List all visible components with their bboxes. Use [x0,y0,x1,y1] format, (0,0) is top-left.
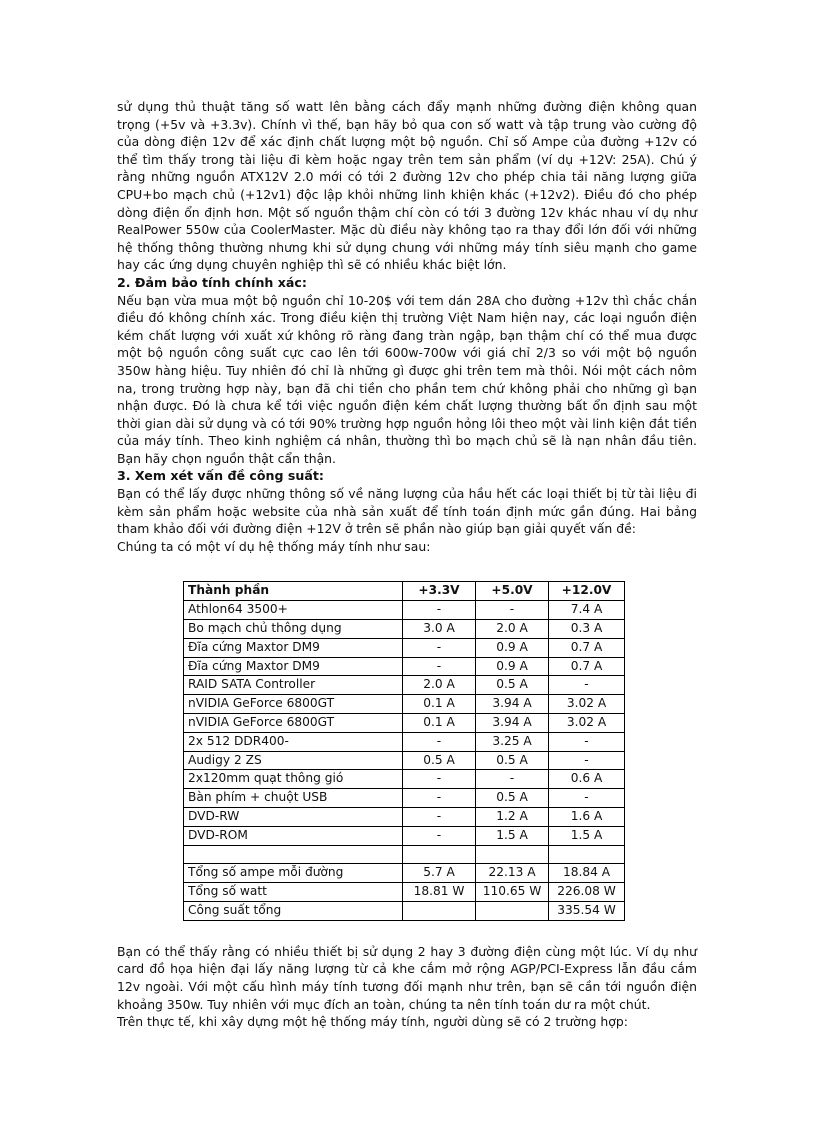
paragraph-summary: Bạn có thể thấy rằng có nhiều thiết bị sử dụng 2 hay 3 đường điện cùng một lúc. Ví dụ như card đồ họa hiện đại lấy năng lượng từ cả khe cắm mở rộng AGP/PCI-Express lẫn đầu cắm 12v ngoài. Với một cấu hình máy tính tương đối mạnh như trên, bạn sẽ cần tới nguồn điện khoảng 350w. Tuy nhiên với mục đích an toàn, chúng ta nên tính toán dư ra một chút. [117,943,697,1012]
value-cell [403,901,476,920]
value-cell: 1.6 A [549,808,625,827]
value-cell [549,845,625,864]
component-cell: DVD-RW [184,808,403,827]
component-cell: Đĩa cứng Maxtor DM9 [184,638,403,657]
paragraph-power: Bạn có thể lấy được những thông số về năng lượng của hầu hết các loại thiết bị từ tài liệu đi kèm sản phẩm hoặc website của nhà sản xuất để tính toán định mức gần đúng. Hai bảng tham khảo đối với đường điện +12V ở trên sẽ phần nào giúp bạn giải quyết vấn đề: [117,486,697,537]
value-cell: 0.6 A [549,770,625,789]
value-cell [476,845,549,864]
value-cell: - [403,789,476,808]
document-page [117,98,697,1031]
component-cell: Công suất tổng [184,901,403,920]
component-cell: 2x 512 DDR400- [184,732,403,751]
header-component: Thành phần [184,582,403,601]
value-cell: 0.1 A [403,695,476,714]
value-cell: 1.5 A [476,826,549,845]
value-cell: 0.9 A [476,657,549,676]
value-cell: 18.81 W [403,883,476,902]
component-cell: RAID SATA Controller [184,676,403,695]
table-row [184,864,625,883]
table-row [184,883,625,902]
value-cell: 0.5 A [476,676,549,695]
value-cell: 5.7 A [403,864,476,883]
table-row [184,770,625,789]
table-row [184,695,625,714]
value-cell: - [549,676,625,695]
component-cell: Bàn phím + chuột USB [184,789,403,808]
paragraph-cases: Trên thực tế, khi xây dựng một hệ thống máy tính, người dùng sẽ có 2 trường hợp: [117,1014,628,1030]
component-cell: nVIDIA GeForce 6800GT [184,714,403,733]
value-cell [403,845,476,864]
value-cell: 3.0 A [403,620,476,639]
value-cell: 0.5 A [403,751,476,770]
value-cell: - [403,657,476,676]
value-cell: 0.7 A [549,657,625,676]
heading-accuracy: 2. Đảm bảo tính chính xác: [117,274,307,290]
power-table-wrapper [183,581,697,920]
value-cell: 335.54 W [549,901,625,920]
table-row [184,601,625,620]
header-3v3: +3.3V [403,582,476,601]
value-cell: 110.65 W [476,883,549,902]
value-cell: 226.08 W [549,883,625,902]
value-cell: - [403,826,476,845]
paragraph-accuracy: Nếu bạn vừa mua một bộ nguồn chỉ 10-20$ với tem dán 28A cho đường +12v thì chắc chắn điều đó không chính xác. Trong điều kiện thị trường Việt Nam hiện nay, các loại nguồn điện kém chất lượng với xuất xứ không rõ ràng đang tràn ngập, bạn thậm chí có thể mua được một bộ nguồn công suất cực cao lên tới 600w-700w với giá chỉ 2/3 so với một bộ nguồn 350w hàng hiệu. Tuy nhiên đó chỉ là những gì được ghi trên tem mà thôi. Nói một cách nôm na, trong trường hợp này, bạn đã chi tiền cho phần tem chứ không phải cho những gì bạn nhận được. Đó là chưa kể tới việc nguồn điện kém chất lượng thường bất ổn định sau một thời gian dài sử dụng và có tới 90% trường hợp nguồn hỏng lôi theo một vài linh kiện đắt tiền của máy tính. Theo kinh nghiệm cá nhân, thường thì bo mạch chủ sẽ là nạn nhân đầu tiên. Bạn hãy chọn nguồn thật cẩn thận. [117,292,697,466]
value-cell: 3.94 A [476,695,549,714]
value-cell: 3.02 A [549,695,625,714]
value-cell: - [549,732,625,751]
value-cell: - [476,770,549,789]
table-header-row [184,582,625,601]
value-cell: 3.25 A [476,732,549,751]
table-body [184,601,625,921]
value-cell: 3.02 A [549,714,625,733]
value-cell: 2.0 A [476,620,549,639]
heading-power: 3. Xem xét vấn đề công suất: [117,468,324,484]
component-cell: Tổng số ampe mỗi đường [184,864,403,883]
value-cell: 0.1 A [403,714,476,733]
paragraph-example-intro: Chúng ta có một ví dụ hệ thống máy tính như sau: [117,538,431,554]
table-row [184,676,625,695]
value-cell: 7.4 A [549,601,625,620]
value-cell: 0.5 A [476,789,549,808]
value-cell: 22.13 A [476,864,549,883]
component-cell: Đĩa cứng Maxtor DM9 [184,657,403,676]
value-cell: 0.7 A [549,638,625,657]
table-row [184,732,625,751]
table-row [184,620,625,639]
table-row [184,901,625,920]
value-cell: - [403,808,476,827]
value-cell: 0.3 A [549,620,625,639]
paragraph-intro: sử dụng thủ thuật tăng số watt lên bằng cách đẩy mạnh những đường điện không quan trọng (+5v và +3.3v). Chính vì thế, bạn hãy bỏ qua con số watt và tập trung vào cường độ của dòng điện 12v để xác định chất lượng một bộ nguồn. Chỉ số Ampe của đường +12v có thể tìm thấy trong tài liệu đi kèm hoặc ngay trên tem sản phẩm (ví dụ +12V: 25A). Chú ý rằng những nguồn ATX12V 2.0 mới có tới 2 đường 12v cho phép chia tải năng lượng giữa CPU+bo mạch chủ (+12v1) độc lập khỏi những linh khiện khác (+12v2). Điều đó cho phép dòng điện ổn định hơn. Một số nguồn thậm chí còn có tới 3 đường 12v khác nhau ví dụ như RealPower 550w của CoolerMaster. Mặc dù điều này không tạo ra thay đổi lớn đối với những hệ thống thông thường nhưng khi sử dụng chung với những máy tính siêu mạnh cho game hay các ứng dụng chuyên nghiệp thì sẽ có nhiều khác biệt lớn. [117,99,697,273]
component-cell: Audigy 2 ZS [184,751,403,770]
value-cell: 18.84 A [549,864,625,883]
value-cell [476,901,549,920]
table-row [184,845,625,864]
value-cell: - [403,732,476,751]
value-cell: 0.9 A [476,638,549,657]
value-cell: - [403,638,476,657]
table-row [184,789,625,808]
component-cell: Bo mạch chủ thông dụng [184,620,403,639]
value-cell: 1.5 A [549,826,625,845]
header-5v: +5.0V [476,582,549,601]
table-row [184,714,625,733]
value-cell: - [403,770,476,789]
table-row [184,826,625,845]
value-cell: - [549,751,625,770]
value-cell: 1.2 A [476,808,549,827]
component-cell: DVD-ROM [184,826,403,845]
value-cell: - [403,601,476,620]
component-cell: 2x120mm quạt thông gió [184,770,403,789]
value-cell: 2.0 A [403,676,476,695]
table-row [184,638,625,657]
component-cell: Tổng số watt [184,883,403,902]
component-cell [184,845,403,864]
value-cell: 0.5 A [476,751,549,770]
table-row [184,751,625,770]
component-cell: Athlon64 3500+ [184,601,403,620]
header-12v: +12.0V [549,582,625,601]
component-cell: nVIDIA GeForce 6800GT [184,695,403,714]
table-row [184,808,625,827]
value-cell: - [476,601,549,620]
power-table [183,581,625,920]
value-cell: - [549,789,625,808]
value-cell: 3.94 A [476,714,549,733]
table-row [184,657,625,676]
